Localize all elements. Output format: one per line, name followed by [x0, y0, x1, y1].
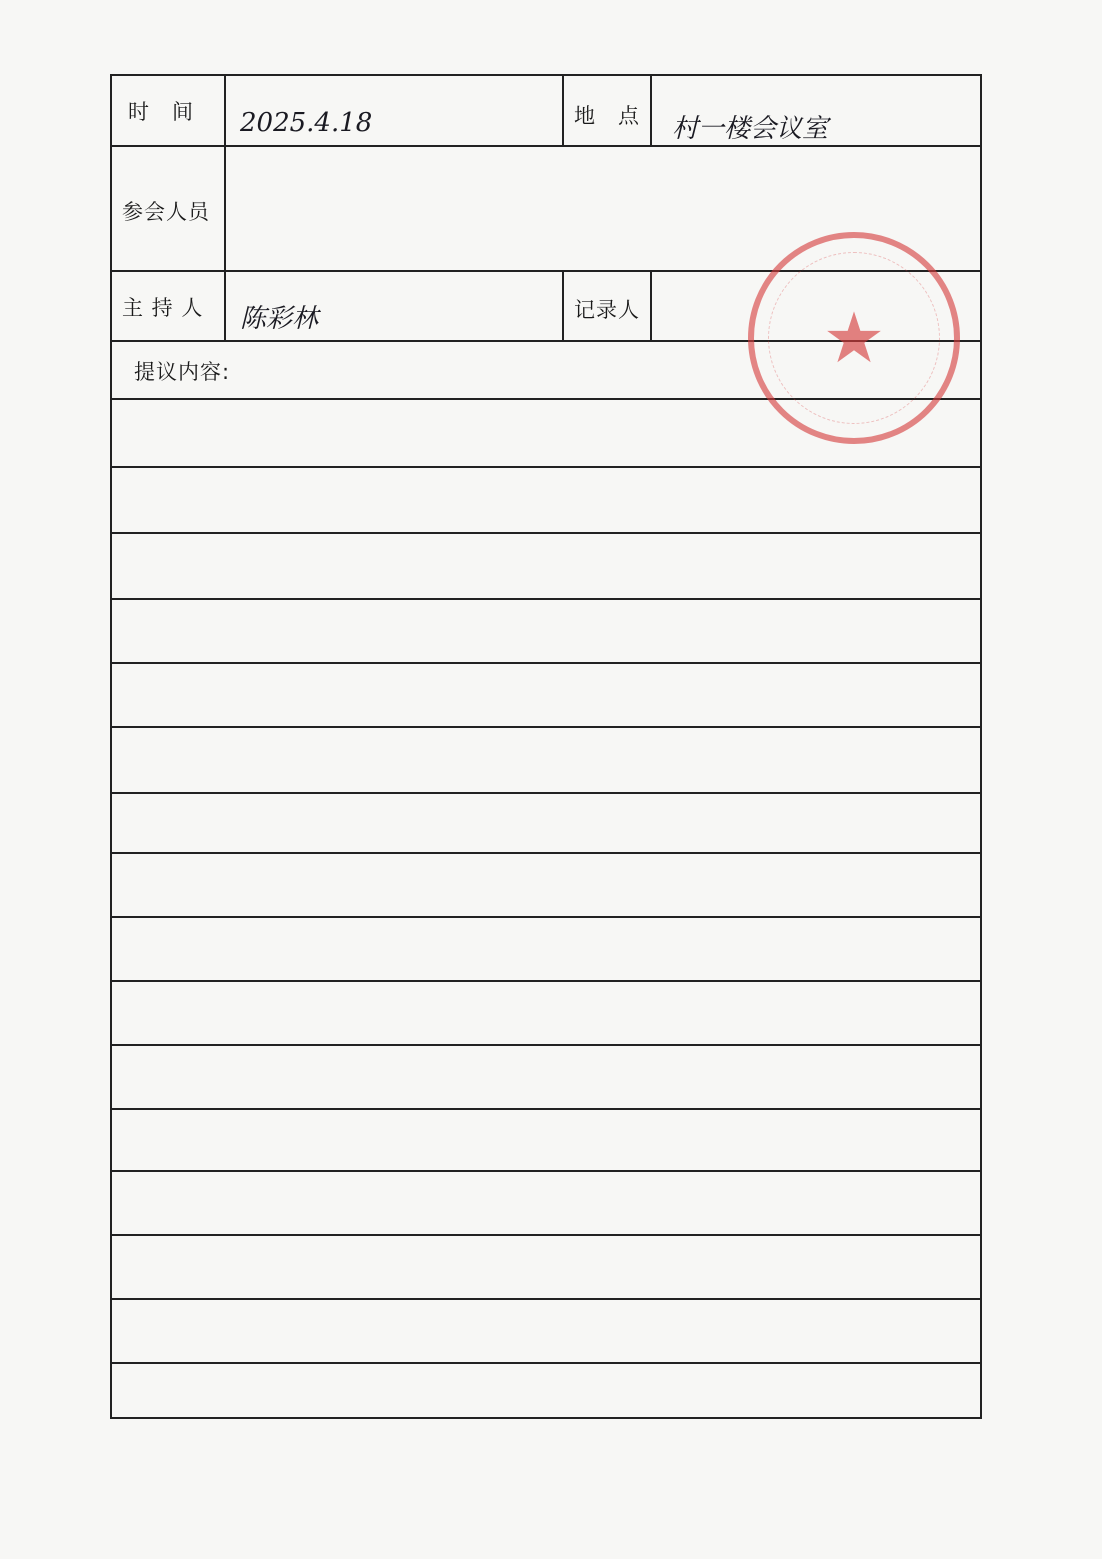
body-rule: [110, 1234, 982, 1236]
place-label-divider: [650, 74, 652, 145]
body-rule: [110, 662, 982, 664]
time-label: 时 间: [128, 100, 194, 124]
body-rule: [110, 726, 982, 728]
body-rule: [110, 1108, 982, 1110]
row-divider-1: [110, 145, 982, 147]
meeting-place: 村一楼会议室: [672, 114, 829, 144]
body-rule: [110, 532, 982, 534]
body-rule: [110, 916, 982, 918]
body-rule: [110, 792, 982, 794]
body-rule: [110, 852, 982, 854]
attendees-label: 参会人员: [122, 200, 210, 224]
host-label: 主 持 人: [122, 296, 204, 320]
host-recorder-divider: [562, 270, 564, 340]
body-rule: [110, 466, 982, 468]
label-column-divider: [224, 74, 226, 340]
meeting-date: 2025.4.18: [240, 108, 373, 138]
body-rule: [110, 1362, 982, 1364]
body-rule: [110, 980, 982, 982]
recorder-label: 记录人: [574, 298, 640, 322]
place-label: 地 点: [574, 104, 640, 128]
recorder-label-divider: [650, 270, 652, 340]
seal-star-icon: ★: [822, 297, 886, 379]
body-rule: [110, 598, 982, 600]
body-rule: [110, 1298, 982, 1300]
body-rule: [110, 1170, 982, 1172]
body-rule: [110, 1044, 982, 1046]
time-place-divider: [562, 74, 564, 145]
proposal-label: 提议内容:: [134, 360, 231, 384]
official-seal: [748, 232, 960, 444]
meeting-host: 陈彩林: [240, 304, 319, 334]
